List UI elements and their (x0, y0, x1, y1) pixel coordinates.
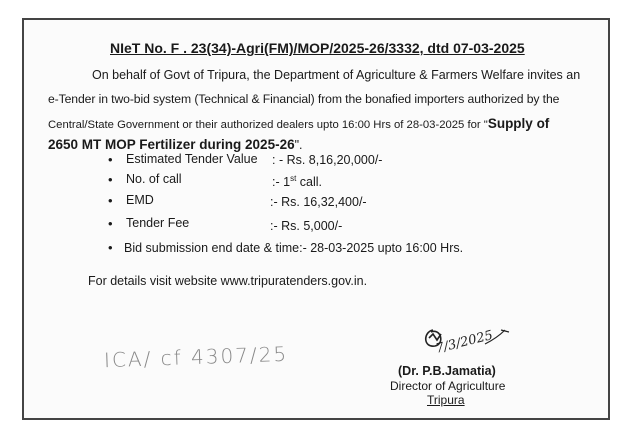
bullet-value: :- Rs. 16,32,400/- (270, 195, 367, 209)
handwritten-note: ICA/ cf 4307/25 (103, 341, 289, 373)
paragraph-line: e-Tender in two-bid system (Technical & Financial) from the bonafied importers authorized by the (48, 92, 560, 106)
notice-title: NIeT No. F . 23(34)-Agri(FM)/MOP/2025-26/3332, dtd 07-03-2025 (110, 40, 525, 56)
bullet-icon: • (108, 172, 113, 187)
bold-text: Supply of (487, 116, 550, 131)
bullet-label: Bid submission end date & time:- 28-03-2025 upto 16:00 Hrs. (124, 241, 464, 255)
bullet-label: Tender Fee (126, 216, 190, 230)
bullet-label: Estimated Tender Value (126, 152, 258, 166)
signatory-name: (Dr. P.B.Jamatia) (398, 364, 496, 378)
bullet-value: : - Rs. 8,16,20,000/- (272, 153, 383, 167)
website-line: For details visit website www.tripuratenders.gov.in. (88, 274, 368, 288)
paragraph-line (48, 116, 549, 131)
bold-text: 2650 MT MOP Fertilizer during 2025-26 (48, 137, 295, 152)
text: ". (294, 138, 303, 152)
signature-date: 7/3/2025 (434, 328, 495, 357)
superscript: st (290, 174, 297, 183)
text: Central/State Government or their authorized dealers upto 16:00 Hrs of 28-03-2025 for " (48, 119, 488, 131)
bullet-value: :- Rs. 5,000/- (270, 219, 343, 233)
paragraph-line: On behalf of Govt of Tripura, the Department of Agriculture & Farmers Welfare invites an (92, 68, 581, 82)
signatory-location: Tripura (427, 393, 465, 407)
text: :- 1 (272, 175, 291, 190)
bullet-label: No. of call (126, 172, 182, 186)
bullet-value (272, 174, 322, 189)
bullet-label: EMD (126, 193, 154, 207)
bullet-icon: • (108, 240, 113, 255)
text: call. (296, 175, 322, 190)
bullet-icon: • (108, 152, 113, 167)
paragraph-line (48, 137, 303, 152)
signatory-designation: Director of Agriculture (390, 379, 506, 393)
bullet-icon: • (108, 216, 113, 231)
bullet-icon: • (108, 193, 113, 208)
